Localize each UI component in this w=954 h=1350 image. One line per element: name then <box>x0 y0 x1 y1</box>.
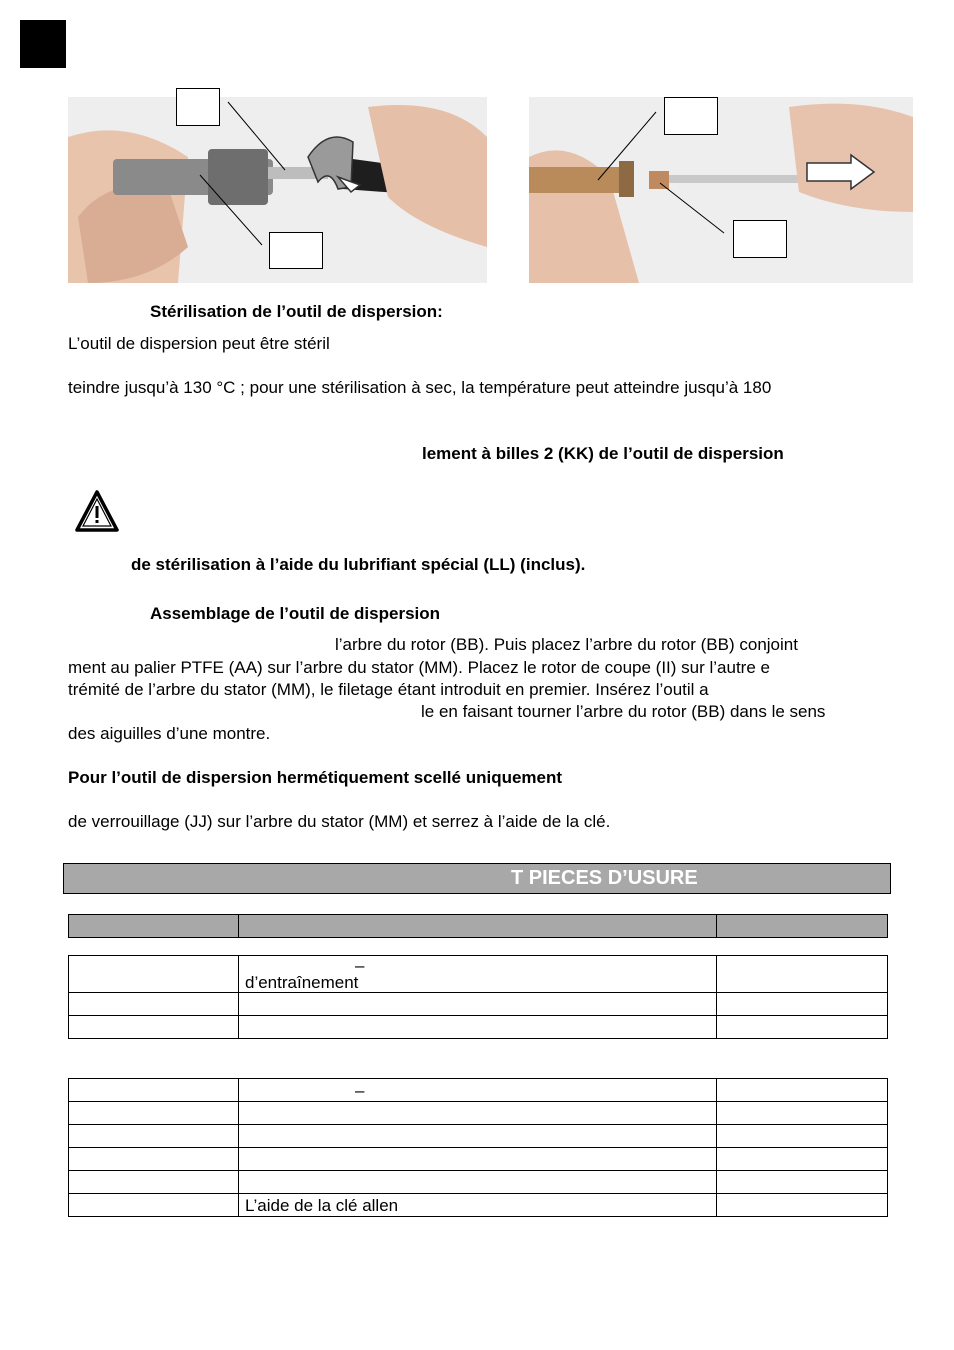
table-row <box>69 1171 888 1194</box>
table-cell <box>239 1148 717 1171</box>
callout-box <box>269 232 323 269</box>
table-cell <box>239 1125 717 1148</box>
table-cell <box>239 1102 717 1125</box>
table-cell <box>717 956 888 993</box>
callout-box <box>176 88 220 126</box>
table-row <box>69 956 888 993</box>
table-cell <box>717 1171 888 1194</box>
table-cell <box>717 1148 888 1171</box>
assembly-text-5: des aiguilles d’une montre. <box>68 724 271 743</box>
table-row <box>69 1102 888 1125</box>
table-cell <box>717 1102 888 1125</box>
sterilisation-text-2: teindre jusqu’à 130 °C ; pour une stérilisation à sec, la température peut atteindre jusqu’à 180 <box>68 378 772 397</box>
sterilisation-text-1: L’outil de dispersion peut être stéril <box>68 334 330 353</box>
section-title: T PIECES D’USURE <box>511 867 698 889</box>
assembly-text-1: l’arbre du rotor (BB). Puis placez l’arbre du rotor (BB) conjoint <box>335 635 798 654</box>
table-cell <box>69 993 239 1016</box>
table-row <box>69 1016 888 1039</box>
header-cell <box>69 915 239 938</box>
table-cell <box>239 1016 717 1039</box>
table-cell <box>69 1194 239 1217</box>
dash-text: – <box>355 1080 365 1100</box>
table-cell <box>717 993 888 1016</box>
table-cell <box>69 956 239 993</box>
assembly-text-4: le en faisant tourner l’arbre du rotor (BB) dans le sens <box>421 702 826 721</box>
parts-table-1 <box>68 955 888 1039</box>
table-cell <box>239 1171 717 1194</box>
table-cell <box>717 1016 888 1039</box>
table-cell <box>69 1079 239 1102</box>
sterilisation-heading: Stérilisation de l’outil de dispersion: <box>150 302 443 321</box>
table-row <box>69 1125 888 1148</box>
table-cell: L’aide de la clé allen <box>239 1194 717 1217</box>
dash-text: – <box>355 956 365 975</box>
drive-text: d’entraînement <box>245 973 359 992</box>
sealed-heading: Pour l’outil de dispersion hermétiquement scellé uniquement <box>68 768 563 787</box>
table-cell <box>69 1125 239 1148</box>
assembly-text-2: ment au palier PTFE (AA) sur l’arbre du stator (MM). Placez le rotor de coupe (II) sur l’autre e <box>68 658 770 677</box>
sealed-text: de verrouillage (JJ) sur l’arbre du stator (MM) et serrez à l’aide de la clé. <box>68 812 611 831</box>
header-cell <box>717 915 888 938</box>
table-cell <box>69 1016 239 1039</box>
table-cell <box>717 1125 888 1148</box>
assembly-heading: Assemblage de l’outil de dispersion <box>150 604 441 623</box>
table-row <box>69 1079 888 1102</box>
photo-disassembly-pull <box>529 97 913 283</box>
table-cell <box>69 1171 239 1194</box>
table-cell <box>239 993 717 1016</box>
table-cell <box>69 1148 239 1171</box>
warning-triangle-icon <box>74 489 120 533</box>
table-cell <box>717 1194 888 1217</box>
table-row <box>69 1148 888 1171</box>
parts-table-header <box>68 914 888 938</box>
assembly-text-3: trémité de l’arbre du stator (MM), le filetage étant introduit en premier. Insérez l’outil a <box>68 680 709 699</box>
table-cell <box>69 1102 239 1125</box>
table-cell <box>239 956 717 993</box>
page-corner-marker <box>20 20 66 68</box>
callout-box <box>733 220 787 258</box>
table-cell <box>717 1079 888 1102</box>
callout-box <box>664 97 718 135</box>
sterilisation-lubricant-text: de stérilisation à l’aide du lubrifiant spécial (LL) (inclus). <box>131 555 586 574</box>
header-cell <box>239 915 717 938</box>
sterilisation-bold-text: lement à billes 2 (KK) de l’outil de dispersion <box>422 444 784 463</box>
table-cell <box>239 1079 717 1102</box>
wear-parts-section-bar <box>63 863 891 894</box>
table-row <box>69 993 888 1016</box>
table-row <box>69 1194 888 1217</box>
parts-table-2 <box>68 1078 888 1217</box>
